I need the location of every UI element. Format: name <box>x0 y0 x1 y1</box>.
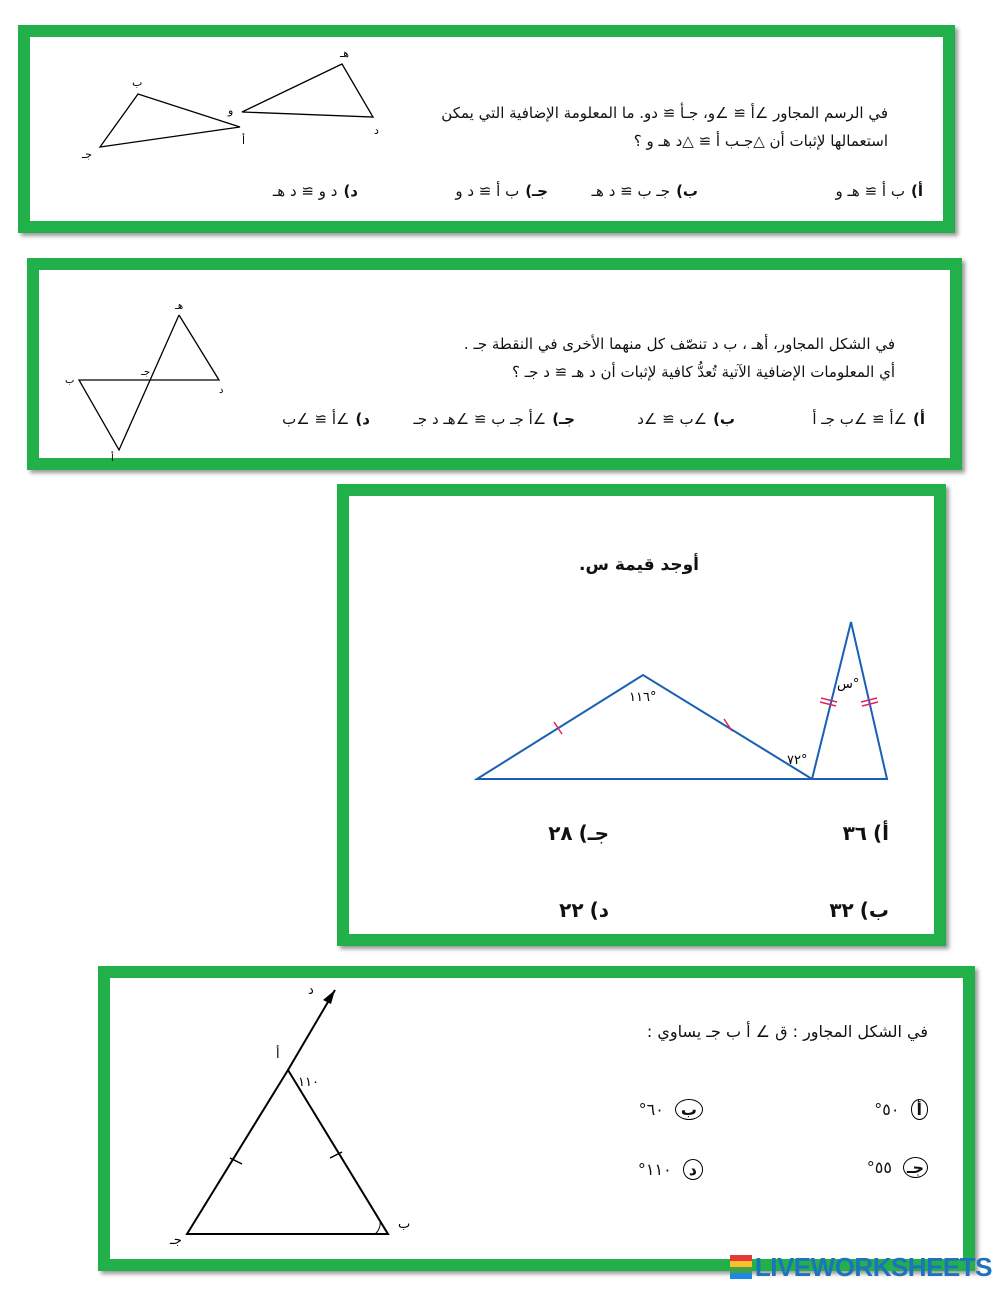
svg-text:ب: ب <box>132 76 143 89</box>
logo-text: LIVEWORKSHEETS <box>754 1252 992 1282</box>
svg-text:جـ: جـ <box>82 148 93 161</box>
option-a[interactable]: أ ٥٠° <box>874 1100 928 1119</box>
svg-text:ب: ب <box>65 375 75 386</box>
triangles-figure-1 <box>60 42 390 172</box>
question-text: في الشكل المجاور، أهـ ، ب د تنصّف كل منهما الأخرى في النقطة جـ . أي المعلومات الإضافية الآتية تُعدُّ كافية لإثبات أن د هـ ≅ د جـ ؟ <box>463 335 895 381</box>
option-d[interactable]: د)٢٢ <box>559 898 609 922</box>
question-card-1 <box>18 25 955 233</box>
option-a[interactable]: أ)∠أ ≅ ∠ب جـ أ <box>812 410 925 428</box>
option-c[interactable]: جـ)٢٨ <box>548 821 609 845</box>
question-card-2 <box>27 258 962 470</box>
question-card-3 <box>337 484 946 946</box>
svg-text:هـ: هـ <box>340 47 350 60</box>
svg-text:جـ: جـ <box>141 367 151 378</box>
svg-text:١١٦°: ١١٦° <box>629 690 657 705</box>
option-c[interactable]: جـ ٥٥° <box>867 1158 928 1177</box>
option-d[interactable]: د)∠أ ≅ ∠ب <box>282 410 370 428</box>
svg-text:أ: أ <box>111 453 114 464</box>
option-b[interactable]: ب)∠ب ≅ ∠د <box>637 410 735 428</box>
option-a[interactable]: أ)ب أ ≅ هـ و <box>835 182 923 200</box>
option-b[interactable]: ب)٣٢ <box>829 898 889 922</box>
option-d[interactable]: د ١١٠° <box>638 1160 703 1179</box>
bowtie-figure <box>49 295 229 464</box>
svg-text:٧٢°: ٧٢° <box>787 753 808 768</box>
triangle-figure-4 <box>170 983 470 1258</box>
liveworksheets-logo <box>730 1252 992 1283</box>
question-text: في الرسم المجاور ∠أ ≅ ∠و، جـأ ≅ دو. ما المعلومة الإضافية التي يمكن استعمالها لإثبات أن △جـب أ ≅ △د هـ و ؟ <box>441 104 888 150</box>
svg-text:أ: أ <box>242 134 246 147</box>
option-c[interactable]: جـ)∠أ جـ ب ≅ ∠هـ د جـ <box>413 410 575 428</box>
logo-icon <box>730 1255 752 1279</box>
svg-text:و: و <box>228 104 234 117</box>
svg-text:١١٠: ١١٠ <box>298 1075 319 1090</box>
option-d[interactable]: د)د و ≅ د هـ <box>272 182 358 200</box>
option-a[interactable]: أ)٣٦ <box>842 821 889 845</box>
svg-text:ب: ب <box>398 1217 411 1232</box>
svg-text:س°: س° <box>837 677 860 692</box>
option-c[interactable]: جـ)ب أ ≅ د و <box>455 182 548 200</box>
question-title: أوجد قيمة س. <box>579 555 699 575</box>
triangles-figure-3 <box>349 606 949 806</box>
svg-text:د: د <box>374 124 379 137</box>
option-b[interactable]: ب)جـ ب ≅ د هـ <box>591 182 698 200</box>
svg-text:د: د <box>219 385 224 396</box>
svg-text:د: د <box>308 983 314 998</box>
svg-text:أ: أ <box>276 1047 280 1062</box>
option-b[interactable]: ب ٦٠° <box>639 1100 703 1119</box>
svg-text:جـ: جـ <box>170 1233 182 1248</box>
svg-text:هـ: هـ <box>175 301 184 312</box>
question-text: في الشكل المجاور : ق ∠ أ ب جـ يساوي : <box>646 1022 928 1041</box>
question-card-4 <box>98 966 975 1271</box>
